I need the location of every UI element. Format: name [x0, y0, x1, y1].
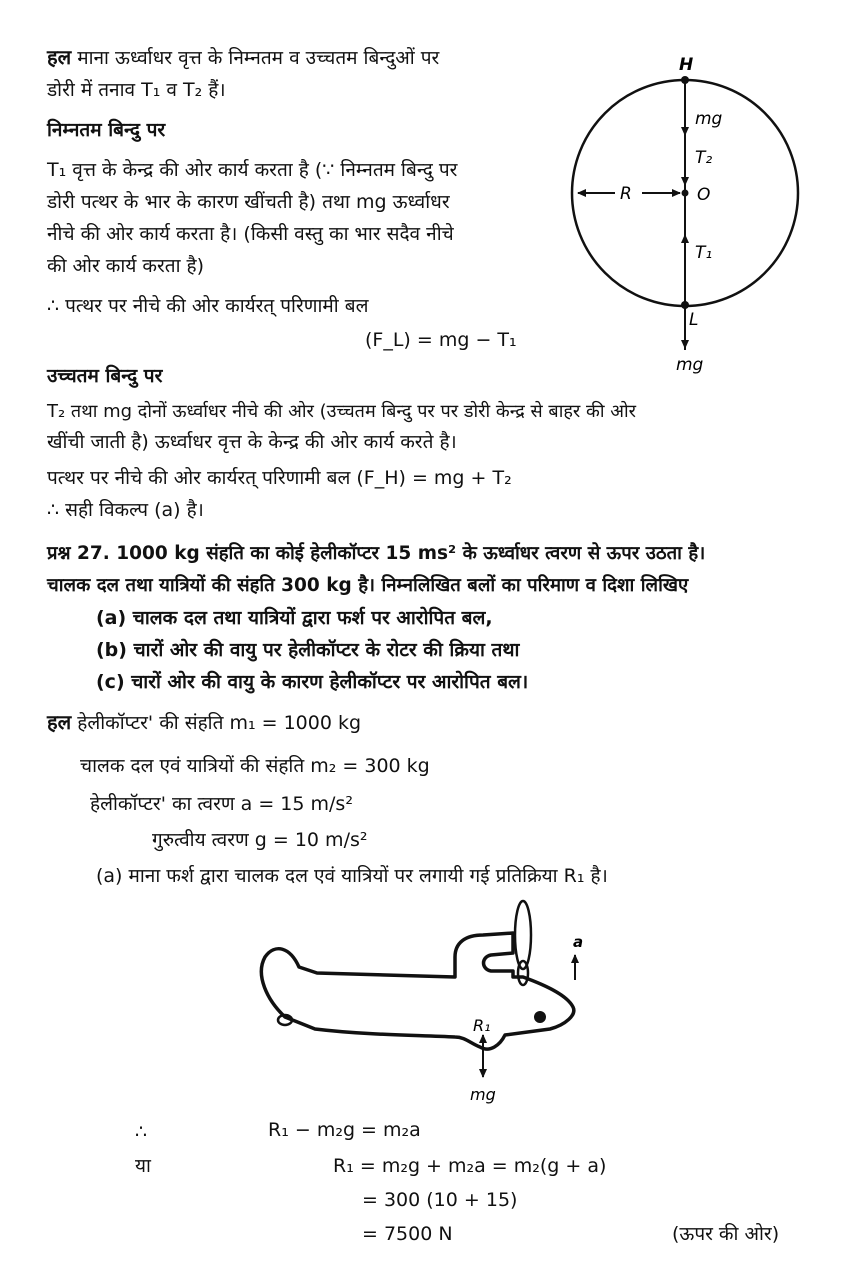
solution-label: हल	[47, 45, 72, 69]
lowest-equation: (F_L) = mg − T₁	[365, 329, 517, 351]
equation-3: = 300 (10 + 15)	[362, 1189, 518, 1211]
cockpit-dot	[534, 1011, 546, 1023]
answer-line: ∴ सही विकल्प (a) है।	[47, 499, 204, 521]
lowest-line-3: नीचे की ओर कार्य करता है। (किसी वस्तु का भार सदैव नीचे	[47, 223, 454, 245]
solution-label-2: हल	[47, 710, 72, 734]
label-O: O	[697, 185, 711, 205]
question-part-a: (a) चालक दल तथा यात्रियों द्वारा फर्श पर आरोपित बल,	[96, 607, 493, 629]
lowest-line-5: ∴ पत्थर पर नीचे की ओर कार्यरत् परिणामी बल	[47, 295, 369, 317]
question-part-c: (c) चारों ओर की वायु के कारण हेलीकॉप्टर पर आरोपित बल।	[96, 671, 529, 693]
question-line-2: चालक दल तथा यात्रियों की संहति 300 kg है। निम्नलिखित बलों का परिमाण व दिशा लिखिए	[47, 575, 689, 596]
solution-accel: हेलीकॉप्टर' का त्वरण a = 15 m/s²	[90, 793, 353, 815]
lowest-line-2: डोरी पत्थर के भार के कारण खींचती है) तथा mg ऊर्ध्वाधर	[47, 191, 450, 213]
ya-label: या	[135, 1155, 151, 1177]
label-mg-bottom: mg	[676, 355, 704, 375]
label-H: H	[679, 55, 694, 75]
solution-gravity: गुरुत्वीय त्वरण g = 10 m/s²	[152, 829, 368, 851]
question-label: प्रश्न 27.	[47, 543, 110, 564]
lowest-line-1: T₁ वृत्त के केन्द्र की ओर कार्य करता है (∵ निम्नतम बिन्दु पर	[47, 159, 458, 181]
equation-4: = 7500 N	[362, 1223, 453, 1245]
label-L: L	[689, 310, 699, 330]
helicopter-body	[261, 933, 573, 1049]
highest-line-3: पत्थर पर नीचे की ओर कार्यरत् परिणामी बल (F_H) = mg + T₂	[47, 467, 512, 489]
top-point	[681, 76, 689, 84]
label-a: a	[573, 933, 584, 951]
solution-mass-heli: हल हेलीकॉप्टर' की संहति m₁ = 1000 kg	[47, 710, 362, 734]
question-part-b: (b) चारों ओर की वायु पर हेलीकॉप्टर के रोटर की क्रिया तथा	[96, 639, 520, 661]
label-mg-top: mg	[695, 109, 723, 129]
equation-2: R₁ = m₂g + m₂a = m₂(g + a)	[333, 1155, 607, 1177]
equation-1: R₁ − m₂g = m₂a	[268, 1119, 421, 1141]
center-point	[682, 190, 689, 197]
rotor-blade-top	[515, 901, 531, 969]
lowest-heading: निम्नतम बिन्दु पर	[47, 119, 166, 141]
label-R: R	[620, 184, 632, 204]
intro-line-1: हल माना ऊर्ध्वाधर वृत्त के निम्नतम व उच्चतम बिन्दुओं पर	[47, 45, 440, 69]
label-T1: T₁	[695, 243, 713, 263]
highest-heading: उच्चतम बिन्दु पर	[47, 365, 163, 387]
bottom-point	[681, 301, 689, 309]
direction-note: (ऊपर की ओर)	[672, 1223, 780, 1245]
helicopter-diagram	[255, 895, 605, 1110]
label-mg: mg	[470, 1085, 496, 1104]
solution-mass-crew: चालक दल एवं यात्रियों की संहति m₂ = 300 kg	[80, 755, 430, 777]
intro-line-2: डोरी में तनाव T₁ व T₂ हैं।	[47, 79, 226, 101]
question-line-1: प्रश्न 27. 1000 kg संहति का कोई हेलीकॉप्टर 15 ms² के ऊर्ध्वाधर त्वरण से ऊपर उठता है।	[47, 543, 706, 564]
label-T2: T₂	[695, 148, 713, 168]
vertical-circle-diagram	[560, 50, 830, 380]
therefore-symbol: ∴	[135, 1121, 148, 1143]
highest-line-2: खींची जाती है) ऊर्ध्वाधर वृत्त के केन्द्र की ओर कार्य करते है।	[47, 431, 457, 453]
highest-line-1: T₂ तथा mg दोनों ऊर्ध्वाधर नीचे की ओर (उच्चतम बिन्दु पर पर डोरी केन्द्र से बाहर की ओर	[47, 401, 636, 422]
label-R1: R₁	[473, 1016, 491, 1035]
rotor-blade-bottom	[518, 961, 528, 985]
solution-part-a: (a) माना फर्श द्वारा चालक दल एवं यात्रियों पर लगायी गई प्रतिक्रिया R₁ है।	[96, 865, 608, 887]
lowest-line-4: की ओर कार्य करता है)	[47, 255, 205, 277]
